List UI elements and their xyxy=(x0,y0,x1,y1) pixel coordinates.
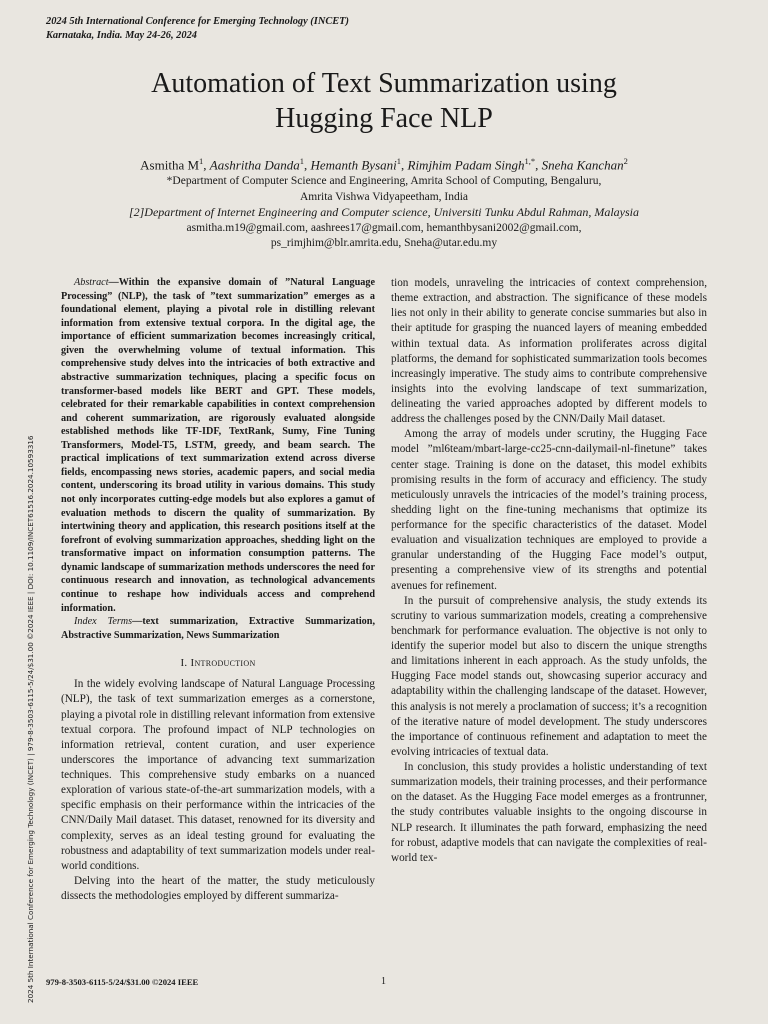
section-number: I. xyxy=(180,657,188,670)
title-line-2: Hugging Face NLP xyxy=(275,103,493,134)
conference-name: 2024 5th International Conference for Emerging Technology (INCET) xyxy=(46,16,349,27)
author-2-sup: 1 xyxy=(299,156,304,166)
author-1: Asmitha M xyxy=(140,157,200,173)
right-paragraph-4: In conclusion, this study provides a holistic understanding of text summarization models, their training processes, and their performance on the dataset. As the Hugging Face model emerges as a frontrunner, the study contributes valuable insights to the ongoing discourse in NLP research. It illuminates the path forward, emphasizing the need for robust, adaptive models that can navigate the complexities of real-world tex- xyxy=(391,761,707,864)
intro-paragraph-1: In the widely evolving landscape of Natural Language Processing (NLP), the task of text summarization emerges as a cornerstone, playing a pivotal role in distilling relevant information from extensive textual corpora. The profound impact of NLP technologies on information retrieval, content curation, and user experience underscores the importance of advancing text summarization techniques. This comprehensive study embarks on a nuanced exploration of various state-of-the-art summarization models, with a specific emphasis on their performance within the intricacies of the CNN/Daily Mail dataset. This dataset, renowned for its diversity and complexity, serves as an ideal testing ground for evaluating the robustness and adaptability of text summarization models under real-world conditions. xyxy=(61,678,375,872)
right-column xyxy=(391,276,707,866)
author-list: Asmitha $M^1$, Aashritha Danda$^1$, Hemanth Bysani$^1$, Rimjhim Padam Singh$^{1,*}$, Sneha Kanchan$^2$ xyxy=(140,156,628,173)
intro-paragraph-2: Delving into the heart of the matter, the study meticulously dissects the methodologies employed by different summariza- xyxy=(61,874,375,903)
author-5: Sneha Kanchan xyxy=(541,157,624,173)
affiliation-line-3: [2]Department of Internet Engineering and Computer science, Universiti Tunku Abdul Rahman, Malaysia xyxy=(128,205,640,219)
abstract-text: —Within the expansive domain of ”Natural Language Processing” (NLP), the task of ”text summarization” emerges as a foundational element, playing a pivotal role in distilling relevant information from extensive textual corpora. In the digital age, the importance of efficient summarization becomes increasingly critical, given the overwhelming volume of textual information. This comprehensive study delves into the intricacies of both extractive and abstractive summarization techniques, placing a specific focus on transformer-based models like BERT and GPT. These models, celebrated for their remarkable capabilities in context comprehension and coherent summarization, are rigorously evaluated alongside established methods like TF-IDF, TextRank, Sumy, Fine Tuning Transformers, Model-T5, LSTM, greedy, and beam search. The practical implications of text summarization extend across diverse fields, encompassing news stories, academic papers, and social media content, underscoring its broad utility in various domains. This study not only incorporates cutting-edge models but also explores a gamut of evaluation methods to discern the quality of summarization. By intertwining theory and application, this research positions itself at the forefront of evolving summarization approaches, shedding light on the transformative impact on information consumption patterns. The dynamic landscape of summarization methods underscores the need for continuous research and innovation, as technological advancements continue to reshape how individuals access and comprehend information. xyxy=(61,277,375,614)
email-line-2: ps_rimjhim@blr.amrita.edu, Sneha@utar.edu.my xyxy=(270,237,498,249)
section-heading-introduction xyxy=(61,656,375,671)
title-line-1: Automation of Text Summarization using xyxy=(151,68,617,99)
abstract-label: Abstract xyxy=(74,277,109,288)
left-column xyxy=(61,276,375,904)
index-terms-text: —text summarization, Extractive Summarization, Abstractive Summarization, News Summarization xyxy=(61,616,375,641)
email-line-1: asmitha.m19@gmail.com, aashrees17@gmail.com, hemanthbysani2002@gmail.com, xyxy=(186,222,582,234)
abstract xyxy=(61,276,375,615)
page-number: 1 xyxy=(381,976,386,987)
right-paragraph-1: tion models, unraveling the intricacies of context comprehension, theme extraction, and abstraction. The significance of these models lies not only in their ability to generate concise summaries but also in their aptitude for grasping the nuanced layers of meaning embedded within textual data. As information proliferates across digital platforms, the demand for sophisticated summarization tools becomes increasingly imperative. The study aims to contribute comprehensive insights into the evolving landscape of text summarization, delineating the varied approaches adopted by different models to address the challenges posed by the CNN/Daily Mail dataset. xyxy=(391,277,707,426)
index-terms-label: Index Terms xyxy=(74,616,133,628)
index-terms xyxy=(61,615,375,642)
section-title: Introduction xyxy=(190,657,256,670)
sidebar-doi-text: 2024 5th International Conference for Emerging Technology (INCET) | 979-8-3503-6115-5/24/$31.00 ©2024 IEEE | DOI: 10.1109/INCET61516.2024.10593316 xyxy=(26,435,35,1003)
author-1-sup: 1 xyxy=(199,156,204,166)
footer-copyright: 979-8-3503-6115-5/24/$31.00 ©2024 IEEE xyxy=(46,977,199,987)
author-4-sup: 1,* xyxy=(524,156,536,166)
paper-title xyxy=(0,66,768,136)
affiliation-line-1: *Department of Computer Science and Engineering, Amrita School of Computing, Bengaluru, xyxy=(166,175,602,187)
author-2: Aashritha Danda xyxy=(209,157,300,173)
author-3: Hemanth Bysani xyxy=(310,157,397,173)
author-3-sup: 1 xyxy=(396,156,401,166)
affiliation-line-2: Amrita Vishwa Vidyapeetham, India xyxy=(299,191,469,203)
right-paragraph-2: Among the array of models under scrutiny, the Hugging Face model ”ml6team/mbart-large-cc25-cnn-dailymail-nl-finetune” takes center stage. Training is done on the dataset, this model exhibits promising results in the form of accuracy and efficiency. The study meticulously unravels the intricacies of the model’s training process, shedding light on the fine-tuning mechanisms that optimize its performance for the specific characteristics of the dataset. Model evaluation and visualization techniques are employed to provide a granular understanding of the Hugging Face model’s output, presenting a comprehensive view of its strengths and potential avenues for refinement. xyxy=(391,428,707,592)
author-4: Rimjhim Padam Singh xyxy=(407,157,525,173)
author-5-sup: 2 xyxy=(623,156,628,166)
conference-location: Karnataka, India. May 24-26, 2024 xyxy=(46,29,197,41)
conference-header xyxy=(46,15,349,42)
right-paragraph-3: In the pursuit of comprehensive analysis, the study extends its scrutiny to various summarization models, creating a comprehensive benchmark for performance evaluation. The objective is not only to identify the superior model but also to discern the unique strengths and limitations inherent in each approach. As the study unfolds, the Hugging Face model stands out, showcasing superior accuracy and adaptability within the challenging landscape of the dataset. However, this analysis is not merely a proclamation of success; it’s a recognition of the iterative nature of model development. The study underscores the importance of continuous refinement and adaptation to meet the evolving intricacies of textual data. xyxy=(391,594,707,758)
